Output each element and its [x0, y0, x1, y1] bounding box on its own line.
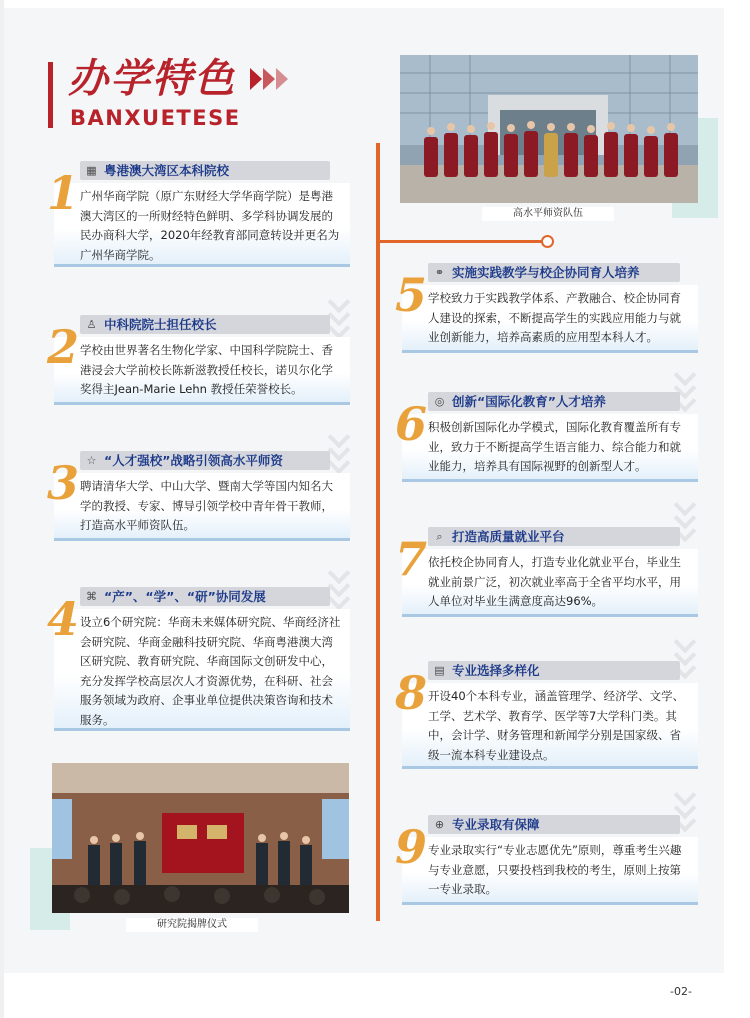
feature-card-text: 学校致力于实践教学体系、产教融合、校企协同育人建设的探索，不断提高学生的实践应用能力与就业创新能力，培养高素质的应用型本科人才。: [428, 291, 681, 344]
feature-card-body: [402, 414, 698, 482]
feature-card-text: 依托校企协同育人，打造专业化就业平台，毕业生就业前景广泛，初次就业率高于全省平均水平，用人单位对毕业生满意度高达96%。: [428, 555, 681, 608]
network-icon: ⌘: [86, 590, 97, 603]
feature-card-number: 2: [47, 320, 80, 374]
feature-card-body: [54, 473, 350, 541]
feature-card-number: 8: [395, 666, 428, 720]
timeline-branch: [378, 240, 543, 243]
feature-card-title: 专业录取有保障: [452, 817, 540, 832]
globe-icon: ◎: [434, 395, 445, 408]
header-accent-bar: [48, 62, 53, 128]
feature-card-header: [428, 815, 680, 834]
feature-card-title: 粤港澳大湾区本科院校: [104, 163, 230, 178]
feature-card-header: [428, 527, 680, 546]
faculty-team-photo: [400, 55, 698, 203]
person-icon: ♙: [86, 318, 97, 331]
timeline-line: [376, 143, 380, 921]
feature-card-text: 专业录取实行“专业志愿优先”原则，尊重考生兴趣与专业意愿，只要投档到我校的考生，原则上按第一专业录取。: [428, 843, 682, 896]
feature-card-body: [402, 549, 698, 617]
feature-card-title: 打造高质量就业平台: [452, 529, 565, 544]
magnifier-icon: ⌕: [436, 530, 443, 543]
page-title: 办学特色: [68, 56, 236, 102]
feature-card-header: [428, 661, 680, 680]
chevron-down-icon: [330, 297, 348, 336]
feature-card-header: [80, 161, 330, 180]
feature-card-body: [54, 337, 350, 405]
feature-card-title: “人才强校”战略引领高水平师资: [104, 453, 283, 468]
page-number: -02-: [670, 985, 692, 998]
feature-card-body: [402, 683, 698, 769]
page-subtitle: BANXUETESE: [70, 106, 241, 130]
feature-card-header: [80, 451, 330, 470]
feature-card-header: [428, 263, 680, 282]
feature-card-body: [402, 285, 698, 353]
feature-card-header: [80, 587, 330, 606]
building-icon: ▦: [86, 164, 97, 177]
feature-card-number: 1: [47, 166, 80, 220]
feature-card-text: 广州华商学院（原广东财经大学华商学院）是粤港澳大湾区的一所财经特色鲜明、多学科协调发展的民办商科大学，2020年经教育部同意转设并更名为广州华商学院。: [80, 189, 340, 262]
feature-card-title: 中科院院士担任校长: [104, 317, 217, 332]
feature-card-text: 开设40个本科专业，涵盖管理学、经济学、文学、工学、艺术学、教育学、医学等7大学科门类。其中，会计学、财务管理和新闻学分别是国家级、省级一流本科专业建设点。: [428, 689, 685, 762]
feature-card-title: 创新“国际化教育”人才培养: [452, 394, 606, 409]
feature-card-number: 7: [395, 532, 428, 586]
feature-card-header: [80, 315, 330, 334]
feature-card-body: [54, 609, 350, 731]
feature-card-body: [402, 837, 698, 905]
feature-card-text: 聘请清华大学、中山大学、暨南大学等国内知名大学的教授、专家、博导引领学校中青年骨干教师，打造高水平师资队伍。: [80, 479, 333, 532]
chevron-down-icon: [330, 432, 348, 471]
photo-caption-top: 高水平师资队伍: [482, 207, 614, 221]
photo-caption-bottom: 研究院揭牌仪式: [126, 918, 258, 932]
feature-card-number: 3: [47, 456, 80, 510]
feature-card-number: 9: [395, 820, 428, 874]
header-arrows-icon: [250, 68, 288, 90]
feature-card-title: 专业选择多样化: [452, 663, 540, 678]
feature-card-header: [428, 392, 680, 411]
feature-card-text: 设立6个研究院：华商未来媒体研究院、华商经济社会研究院、华商金融科技研究院、华商粤港澳大湾区研究院、教育研究院、华商国际文创研发中心，充分发挥学校高层次人才资源优势，在科研、社会服务领域为政府、企事业单位提供决策咨询和技术服务。: [80, 615, 341, 727]
feature-card-text: 学校由世界著名生物化学家、中国科学院院士、香港浸会大学前校长陈新滋教授任校长，诺贝尔化学奖得主Jean-Marie Lehn 教授任荣誉校长。: [80, 343, 333, 396]
timeline-dot: [541, 235, 554, 248]
handshake-icon: ⚭: [434, 266, 445, 279]
feature-card-text: 积极创新国际化办学模式，国际化教育覆盖所有专业，致力于不断提高学生语言能力、综合能力和就业能力，培养具有国际视野的创新型人才。: [428, 420, 681, 473]
feature-card-body: [54, 183, 350, 267]
feature-card-number: 5: [395, 268, 428, 322]
feature-card-number: 4: [47, 592, 80, 646]
target-icon: ⊕: [434, 818, 445, 831]
institute-ceremony-photo: [52, 763, 349, 913]
chevron-down-icon: [330, 568, 348, 607]
document-icon: ▤: [434, 664, 445, 677]
star-icon: ☆: [86, 454, 97, 467]
feature-card-title: 实施实践教学与校企协同育人培养: [452, 265, 640, 280]
feature-card-title: “产”、“学”、“研”协同发展: [104, 589, 266, 604]
feature-card-number: 6: [395, 397, 428, 451]
